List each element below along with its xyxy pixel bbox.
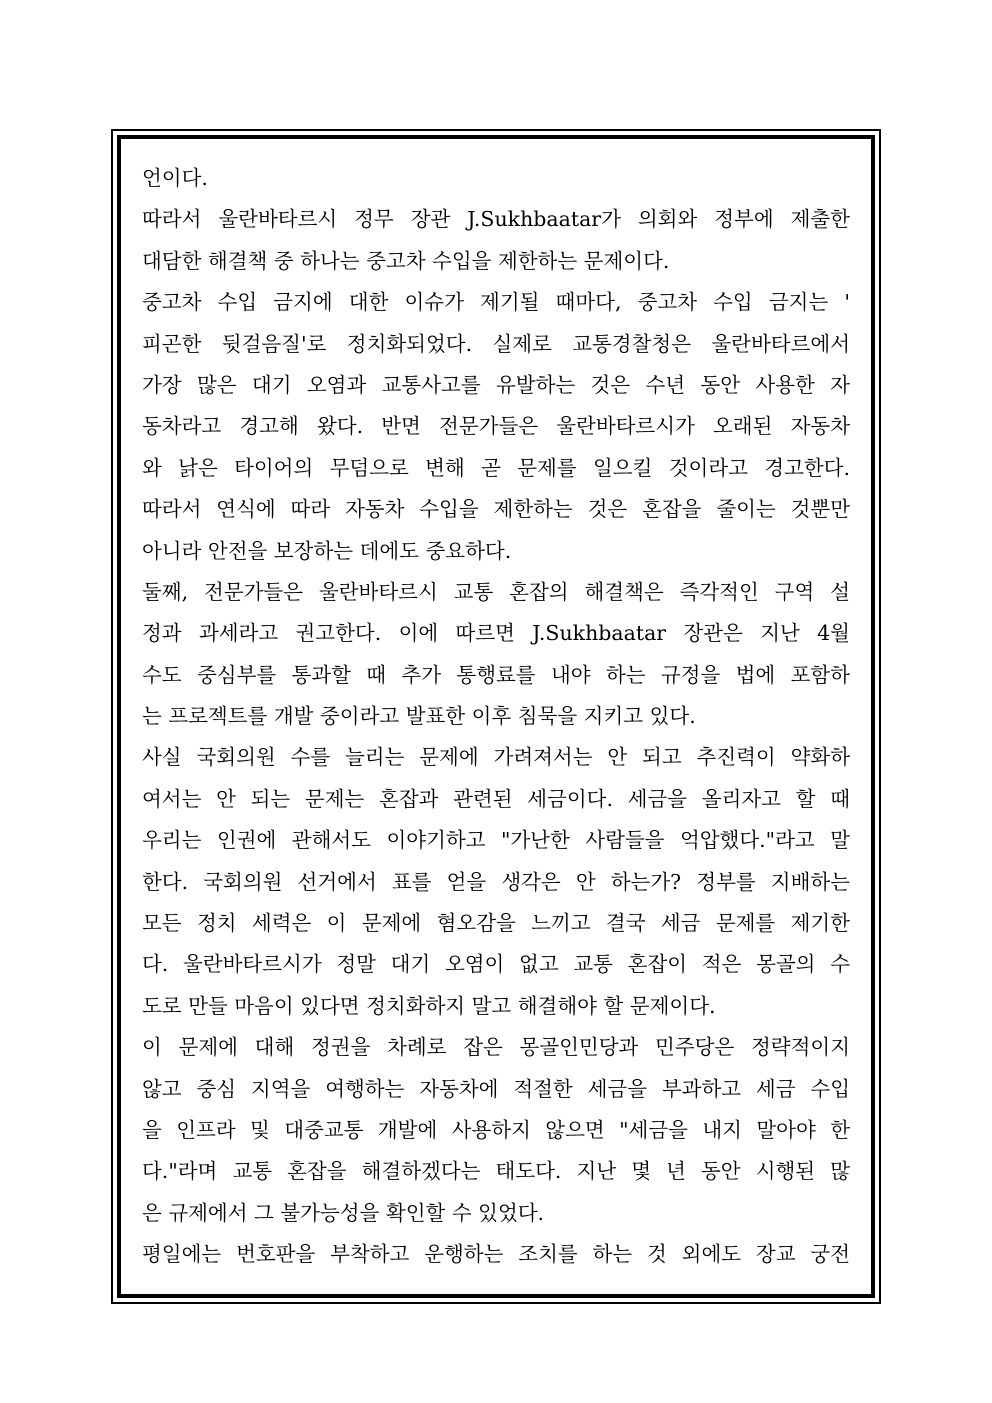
text-line: 다. 울란바타르시가 정말 대기 오염이 없고 교통 혼잡이 적은 몽골의 수 (142, 952, 850, 977)
text-line: 따라서 울란바타르시 정무 장관 J.Sukhbaatar가 의회와 정부에 제출한 (142, 207, 850, 232)
text-line: 와 낡은 타이어의 무덤으로 변해 곧 문제를 일으킬 것이라고 경고한다. (142, 455, 850, 480)
text-line: 대담한 해결책 중 하나는 중고차 수입을 제한하는 문제이다. (142, 248, 670, 273)
text-line: 수도 중심부를 통과할 때 추가 통행료를 내야 하는 규정을 법에 포함하 (142, 662, 850, 687)
text-line: 동차라고 경고해 왔다. 반면 전문가들은 울란바타르시가 오래된 자동차 (142, 414, 850, 439)
text-line: 정과 과세라고 권고한다. 이에 따르면 J.Sukhbaatar 장관은 지난 4월 (142, 621, 850, 646)
text-line: 모든 정치 세력은 이 문제에 혐오감을 느끼고 결국 세금 문제를 제기한 (142, 911, 850, 936)
text-line: 가장 많은 대기 오염과 교통사고를 유발하는 것은 수년 동안 사용한 자 (142, 372, 850, 397)
text-line: 언이다. (142, 166, 208, 190)
text-line: 을 인프라 및 대중교통 개발에 사용하지 않으면 "세금을 내지 말아야 한 (142, 1117, 850, 1142)
text-line: 는 프로젝트를 개발 중이라고 발표한 이후 침묵을 지키고 있다. (142, 704, 696, 729)
text-line: 은 규제에서 그 불가능성을 확인할 수 있었다. (142, 1200, 545, 1225)
text-line: 평일에는 번호판을 부착하고 운행하는 조치를 하는 것 외에도 장교 궁전 (142, 1242, 850, 1267)
text-line: 사실 국회의원 수를 늘리는 문제에 가려져서는 안 되고 추진력이 약화하 (142, 745, 850, 770)
text-line: 우리는 인권에 관해서도 이야기하고 "가난한 사람들을 억압했다."라고 말 (142, 828, 850, 853)
document-body (142, 158, 850, 1276)
text-line: 중고차 수입 금지에 대한 이슈가 제기될 때마다, 중고차 수입 금지는 ' (142, 290, 850, 315)
text-line: 않고 중심 지역을 여행하는 자동차에 적절한 세금을 부과하고 세금 수입 (142, 1076, 850, 1101)
text-line: 이 문제에 대해 정권을 차례로 잡은 몽골인민당과 민주당은 정략적이지 (142, 1035, 850, 1060)
text-line: 도로 만들 마음이 있다면 정치화하지 말고 해결해야 할 문제이다. (142, 993, 716, 1018)
text-line: 둘째, 전문가들은 울란바타르시 교통 혼잡의 해결책은 즉각적인 구역 설 (142, 579, 850, 604)
text-line: 피곤한 뒷걸음질'로 정치화되었다. 실제로 교통경찰청은 울란바타르에서 (142, 331, 850, 356)
text-line: 아니라 안전을 보장하는 데에도 중요하다. (142, 538, 512, 563)
text-line: 한다. 국회의원 선거에서 표를 얻을 생각은 안 하는가? 정부를 지배하는 (142, 869, 850, 894)
text-line: 여서는 안 되는 문제는 혼잡과 관련된 세금이다. 세금을 올리자고 할 때 (142, 786, 850, 811)
text-line: 따라서 연식에 따라 자동차 수입을 제한하는 것은 혼잡을 줄이는 것뿐만 (142, 497, 850, 522)
text-line: 다."라며 교통 혼잡을 해결하겠다는 태도다. 지난 몇 년 동안 시행된 많 (142, 1159, 850, 1184)
